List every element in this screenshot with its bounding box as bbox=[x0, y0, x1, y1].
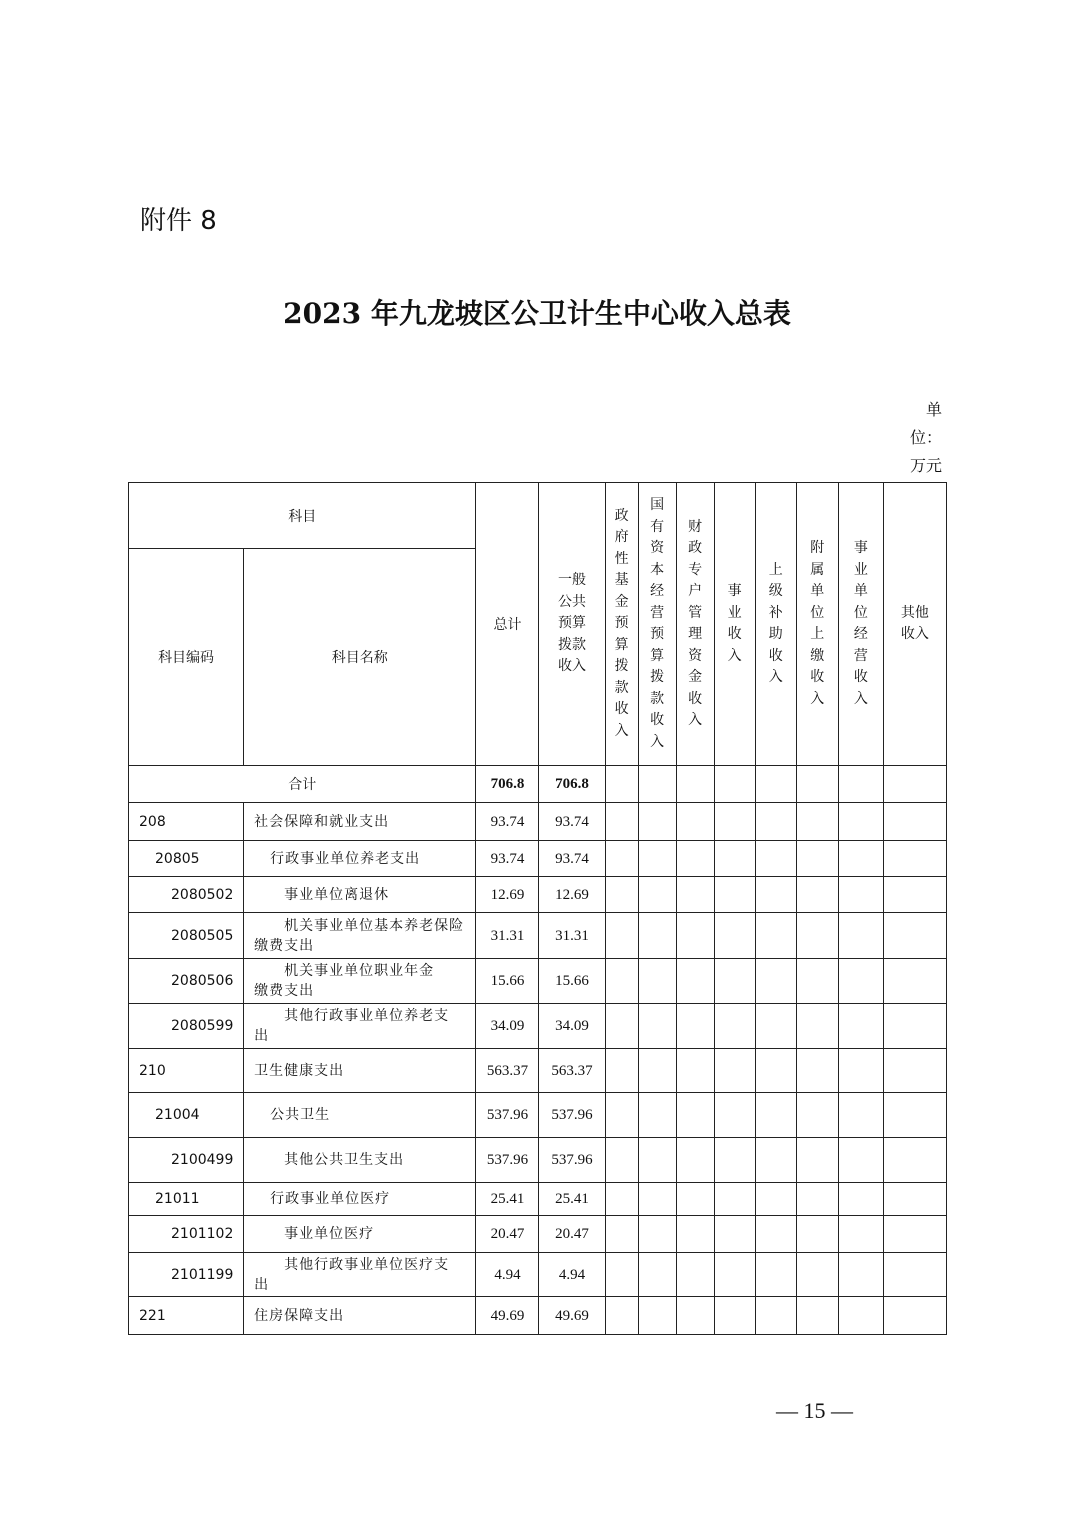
table-row bbox=[129, 1049, 947, 1093]
row-general: 31.31 bbox=[539, 913, 605, 959]
row-total: 25.41 bbox=[476, 1183, 539, 1216]
row-code: 2080599 bbox=[129, 1004, 244, 1049]
header-name: 科目名称 bbox=[244, 549, 476, 766]
row-code: 2101102 bbox=[129, 1216, 244, 1253]
header-gov-fund bbox=[605, 483, 638, 766]
table-row bbox=[129, 1093, 947, 1138]
table-row bbox=[129, 877, 947, 913]
row-name: 行政事业单位养老支出 bbox=[244, 841, 476, 877]
row-general: 20.47 bbox=[539, 1216, 605, 1253]
row-code: 21004 bbox=[129, 1093, 244, 1138]
row-total: 34.09 bbox=[476, 1004, 539, 1049]
total-label: 合计 bbox=[129, 766, 476, 803]
total-row-general: 706.8 bbox=[539, 766, 605, 803]
table-row bbox=[129, 913, 947, 959]
row-name: 社会保障和就业支出 bbox=[244, 803, 476, 841]
row-name: 事业单位医疗 bbox=[244, 1216, 476, 1253]
row-total: 20.47 bbox=[476, 1216, 539, 1253]
header-general-budget-text: 一般公共预算拨款收入 bbox=[558, 572, 587, 675]
header-affiliated-text: 附属单位上缴收入 bbox=[810, 540, 825, 707]
row-total: 49.69 bbox=[476, 1297, 539, 1335]
row-code: 208 bbox=[129, 803, 244, 841]
header-superior-subsidy bbox=[755, 483, 796, 766]
row-total: 563.37 bbox=[476, 1049, 539, 1093]
table-row bbox=[129, 1138, 947, 1183]
header-state-capital-text: 国有资本经营预算拨款收入 bbox=[650, 497, 665, 750]
total-row bbox=[129, 766, 947, 803]
row-code: 21011 bbox=[129, 1183, 244, 1216]
row-name: 机关事业单位职业年金缴费支出 bbox=[244, 959, 476, 1004]
row-code: 210 bbox=[129, 1049, 244, 1093]
row-general: 4.94 bbox=[539, 1253, 605, 1297]
row-code: 2101199 bbox=[129, 1253, 244, 1297]
row-total: 31.31 bbox=[476, 913, 539, 959]
row-name: 事业单位离退休 bbox=[244, 877, 476, 913]
table-row bbox=[129, 1183, 947, 1216]
header-operating bbox=[838, 483, 883, 766]
header-other bbox=[883, 483, 946, 766]
header-operating-text: 事业单位经营收入 bbox=[853, 540, 868, 707]
attachment-label: 附件 8 bbox=[140, 206, 217, 236]
row-code: 221 bbox=[129, 1297, 244, 1335]
page-title: 2023 年九龙坡区公卫计生中心收入总表 bbox=[283, 297, 791, 330]
table-row bbox=[129, 1253, 947, 1297]
table-row bbox=[129, 1004, 947, 1049]
row-general: 12.69 bbox=[539, 877, 605, 913]
table-row bbox=[129, 841, 947, 877]
row-code: 2080502 bbox=[129, 877, 244, 913]
unit-note-line-1: 单 bbox=[925, 400, 942, 419]
row-total: 537.96 bbox=[476, 1138, 539, 1183]
page-number: — 15 — bbox=[776, 1398, 853, 1423]
row-general: 34.09 bbox=[539, 1004, 605, 1049]
row-general: 25.41 bbox=[539, 1183, 605, 1216]
row-general: 537.96 bbox=[539, 1093, 605, 1138]
unit-note-line-2: 位： bbox=[909, 428, 942, 447]
table-row bbox=[129, 1297, 947, 1335]
row-general: 537.96 bbox=[539, 1138, 605, 1183]
table-row bbox=[129, 803, 947, 841]
row-code: 2080506 bbox=[129, 959, 244, 1004]
row-general: 563.37 bbox=[539, 1049, 605, 1093]
header-business bbox=[714, 483, 755, 766]
income-summary-table bbox=[128, 482, 947, 1335]
header-state-capital bbox=[638, 483, 676, 766]
row-name: 住房保障支出 bbox=[244, 1297, 476, 1335]
table-row bbox=[129, 959, 947, 1004]
row-general: 15.66 bbox=[539, 959, 605, 1004]
row-name: 机关事业单位基本养老保险缴费支出 bbox=[244, 913, 476, 959]
row-general: 49.69 bbox=[539, 1297, 605, 1335]
row-code: 2100499 bbox=[129, 1138, 244, 1183]
row-name: 行政事业单位医疗 bbox=[244, 1183, 476, 1216]
row-total: 4.94 bbox=[476, 1253, 539, 1297]
unit-note bbox=[896, 396, 942, 480]
header-superior-subsidy-text: 上级补助收入 bbox=[768, 561, 783, 685]
row-name: 公共卫生 bbox=[244, 1093, 476, 1138]
header-gov-fund-text: 政府性基金预算拨款收入 bbox=[614, 507, 629, 739]
row-total: 537.96 bbox=[476, 1093, 539, 1138]
row-total: 93.74 bbox=[476, 841, 539, 877]
row-name: 其他行政事业单位医疗支出 bbox=[244, 1253, 476, 1297]
total-row-total: 706.8 bbox=[476, 766, 539, 803]
row-name: 其他行政事业单位养老支出 bbox=[244, 1004, 476, 1049]
row-name: 卫生健康支出 bbox=[244, 1049, 476, 1093]
header-fiscal-special bbox=[676, 483, 714, 766]
row-total: 93.74 bbox=[476, 803, 539, 841]
header-subject: 科目 bbox=[129, 483, 476, 549]
row-name: 其他公共卫生支出 bbox=[244, 1138, 476, 1183]
row-total: 15.66 bbox=[476, 959, 539, 1004]
row-general: 93.74 bbox=[539, 803, 605, 841]
row-general: 93.74 bbox=[539, 841, 605, 877]
header-general-budget bbox=[539, 483, 605, 766]
row-total: 12.69 bbox=[476, 877, 539, 913]
header-affiliated bbox=[796, 483, 838, 766]
header-total: 总计 bbox=[476, 483, 539, 766]
header-other-text: 其他收入 bbox=[900, 604, 929, 642]
header-fiscal-special-text: 财政专户管理资金收入 bbox=[688, 518, 703, 728]
header-business-text: 事业收入 bbox=[727, 583, 742, 664]
table-row bbox=[129, 1216, 947, 1253]
row-code: 20805 bbox=[129, 841, 244, 877]
row-code: 2080505 bbox=[129, 913, 244, 959]
header-code: 科目编码 bbox=[129, 549, 244, 766]
unit-note-line-3: 万元 bbox=[909, 456, 942, 475]
